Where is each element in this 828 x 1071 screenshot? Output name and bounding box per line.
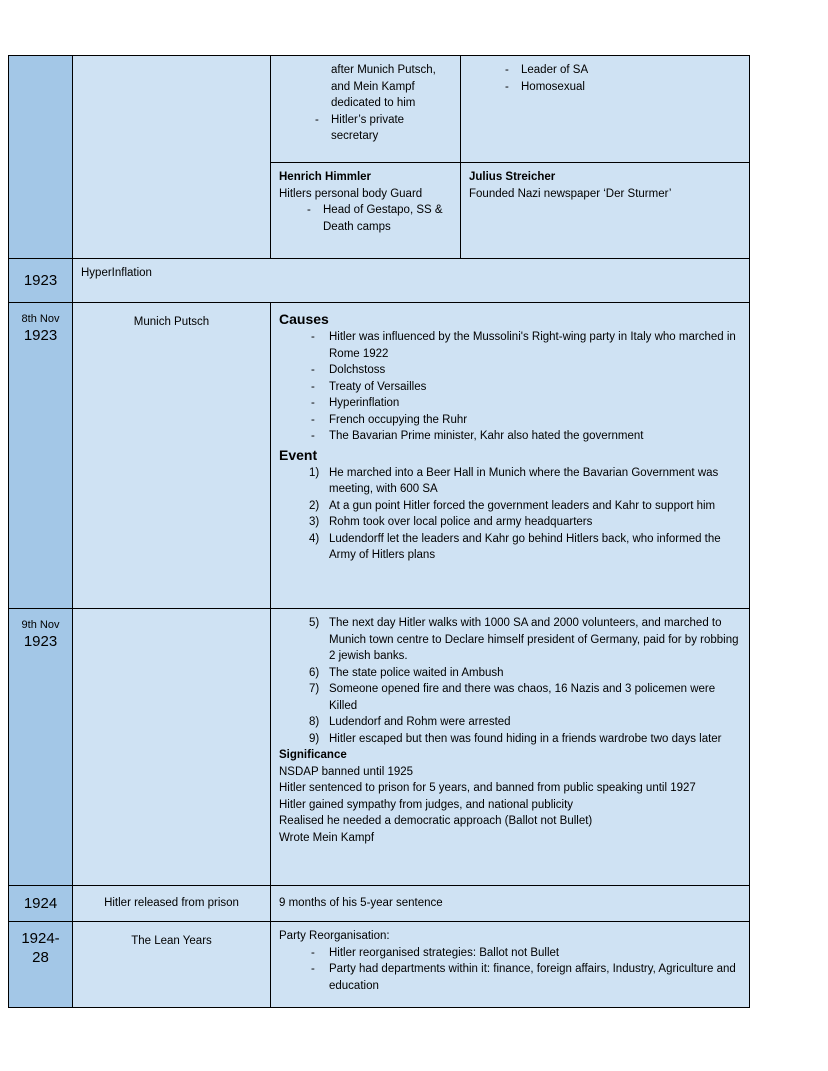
bullet-text: - Party had departments within it: finance, foreign affairs, Industry, Agriculture and education xyxy=(329,963,736,992)
item-text: The next day Hitler walks with 1000 SA and 2000 volunteers, and marched to Munich town centre to Declare himself president of Germany, paid for by robbing 2 jewish banks. xyxy=(329,617,739,662)
date-text: 1924 xyxy=(23,895,58,912)
bullet-item xyxy=(311,961,741,994)
date-range-line1: 1924- xyxy=(21,930,60,947)
bullet-text: - The Bavarian Prime minister, Kahr also hated the government xyxy=(329,430,644,442)
item-number: 8) xyxy=(309,716,320,728)
person-subtitle: Founded Nazi newspaper ‘Der Sturmer’ xyxy=(469,187,672,200)
item-text: Rohm took over local police and army headquarters xyxy=(329,516,593,528)
bullet-text: - Leader of SA xyxy=(521,64,589,76)
munich-content-cell xyxy=(271,303,749,608)
item-text: At a gun point Hitler forced the government leaders and Kahr to support him xyxy=(329,499,716,512)
putsch-aftermath-row xyxy=(9,609,749,886)
bullet-list xyxy=(469,62,741,95)
date-cell xyxy=(9,922,73,1007)
significance-line: Hitler gained sympathy from judges, and national publicity xyxy=(279,798,574,811)
bullet-item xyxy=(311,329,741,362)
numbered-item xyxy=(309,498,741,515)
bullet-text: - Hitler was influenced by the Mussolini's Right-wing party in Italy who marched in Rome 1922 xyxy=(329,331,736,360)
item-number: 3) xyxy=(309,516,320,528)
continuation-text: after Munich Putsch, and Mein Kampf dedicated to him xyxy=(331,64,436,109)
bullet-list xyxy=(279,202,452,235)
bullet-list xyxy=(279,112,452,145)
numbered-item xyxy=(309,681,741,714)
numbered-item xyxy=(309,665,741,682)
continued-date-cell xyxy=(9,56,73,258)
bullet-item xyxy=(311,395,741,412)
lean-years-row xyxy=(9,922,749,1007)
item-number: 7) xyxy=(309,683,320,695)
significance-line: NSDAP banned until 1925 xyxy=(279,765,414,778)
person-name: Henrich Himmler xyxy=(279,171,372,183)
bullet-text: - Head of Gestapo, SS & Death camps xyxy=(323,204,443,233)
numbered-item xyxy=(309,615,741,665)
bullet-item xyxy=(505,62,741,79)
bullet-item xyxy=(307,202,452,235)
significance-heading: Significance xyxy=(279,749,347,761)
event-cell-empty xyxy=(73,609,271,885)
hyperinflation-row xyxy=(9,259,749,303)
event-cell xyxy=(73,886,271,921)
streicher-cell xyxy=(461,163,749,258)
date-range-line2: 28 xyxy=(32,949,49,966)
continued-event-cell xyxy=(73,56,271,258)
bullet-text: - Homosexual xyxy=(521,80,585,93)
bullet-text: - Hitler’s private secretary xyxy=(331,113,405,142)
bullet-item xyxy=(311,379,741,396)
item-number: 2) xyxy=(309,499,320,512)
bullet-text: - Treaty of Versailles xyxy=(329,380,427,393)
event-cell xyxy=(73,922,271,1007)
date-year: 1923 xyxy=(23,633,58,650)
continued-subrow-top xyxy=(271,56,749,163)
bullet-text: - Dolchstoss xyxy=(329,364,386,376)
date-year: 1923 xyxy=(23,327,58,344)
aftermath-content-cell xyxy=(271,609,749,885)
bullet-item xyxy=(505,79,741,96)
hyperinflation-content-cell xyxy=(73,259,749,302)
bullet-text: - Hitler reorganised strategies: Ballot not Bullet xyxy=(329,946,560,959)
date-cell xyxy=(9,609,73,885)
bullet-list xyxy=(279,945,741,995)
continued-row xyxy=(9,56,749,259)
item-number: 9) xyxy=(309,732,320,745)
item-text: Hitler escaped but then was found hiding in a friends wardrobe two days later xyxy=(329,732,722,745)
numbered-item xyxy=(309,465,741,498)
event-numbered-list xyxy=(279,615,741,747)
bullet-item xyxy=(311,362,741,379)
person-subtitle: Hitlers personal body Guard xyxy=(279,187,423,200)
item-text: Someone opened fire and there was chaos, 16 Nazis and 3 policemen were Killed xyxy=(329,683,716,712)
numbered-item xyxy=(309,531,741,564)
significance-line: Wrote Mein Kampf xyxy=(279,831,375,844)
date-cell xyxy=(9,259,73,302)
intro-text: Party Reorganisation: xyxy=(279,930,390,942)
item-number: 1) xyxy=(309,466,320,479)
event-cell xyxy=(73,303,271,608)
event-title: Munich Putsch xyxy=(133,316,210,328)
row-title: HyperInflation xyxy=(81,267,152,279)
event-title: Hitler released from prison xyxy=(104,897,239,910)
detail-text: 9 months of his 5-year sentence xyxy=(279,897,443,910)
date-day: 8th Nov xyxy=(21,313,60,325)
event-numbered-list xyxy=(279,465,741,564)
causes-heading: Causes xyxy=(279,311,329,327)
bullet-item xyxy=(311,945,741,962)
causes-list xyxy=(279,329,741,445)
continued-subrow-bottom xyxy=(271,163,749,258)
item-text: Ludendorff let the leaders and Kahr go behind Hitlers back, who informed the Army of Hitlers plans xyxy=(329,532,721,561)
bullet-item xyxy=(311,412,741,429)
lean-years-content-cell xyxy=(271,922,749,1007)
numbered-item xyxy=(309,731,741,748)
significance-list xyxy=(279,764,741,847)
numbered-item xyxy=(309,714,741,731)
continued-content-cell xyxy=(271,56,749,258)
event-title: The Lean Years xyxy=(131,935,212,947)
munich-putsch-row xyxy=(9,303,749,609)
date-text: 1923 xyxy=(23,272,58,289)
timeline-table xyxy=(8,55,750,1008)
bullet-item xyxy=(315,112,452,145)
event-heading: Event xyxy=(279,446,318,463)
person-name: Julius Streicher xyxy=(469,171,556,183)
sa-leader-cell xyxy=(461,56,749,162)
item-number: 4) xyxy=(309,532,320,545)
released-content-cell xyxy=(271,886,749,921)
released-row xyxy=(9,886,749,922)
item-number: 6) xyxy=(309,666,320,679)
item-number: 5) xyxy=(309,617,320,629)
bullet-text: - Hyperinflation xyxy=(329,397,400,409)
himmler-cell xyxy=(271,163,461,258)
significance-line: Hitler sentenced to prison for 5 years, and banned from public speaking until 1927 xyxy=(279,782,696,794)
significance-line: Realised he needed a democratic approach (Ballot not Bullet) xyxy=(279,815,593,827)
private-secretary-cell xyxy=(271,56,461,162)
date-day: 9th Nov xyxy=(21,619,60,631)
bullet-item xyxy=(311,428,741,445)
bullet-text: - French occupying the Ruhr xyxy=(329,413,468,426)
item-text: The state police waited in Ambush xyxy=(329,666,504,679)
date-cell xyxy=(9,303,73,608)
item-text: Ludendorf and Rohm were arrested xyxy=(329,716,511,728)
numbered-item xyxy=(309,514,741,531)
item-text: He marched into a Beer Hall in Munich where the Bavarian Government was meeting, with 600 SA xyxy=(329,466,719,495)
date-cell xyxy=(9,886,73,921)
